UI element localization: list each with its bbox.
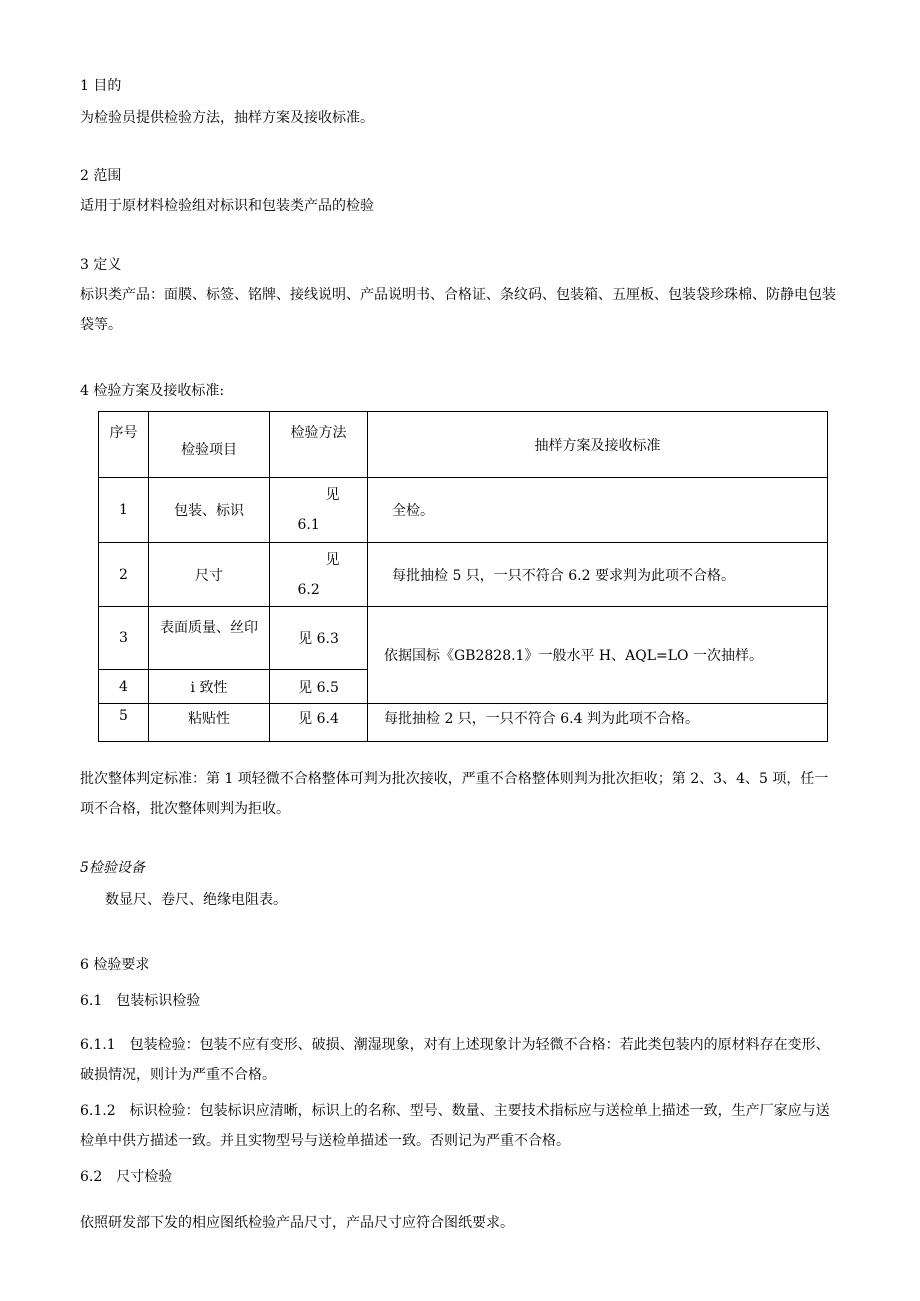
row-item: 包装、标识 <box>149 478 270 543</box>
section-5-heading: 5检验设备 <box>80 860 145 876</box>
row-standard-merged: 依据国标《GB2828.1》一般水平 H、AQL=LO 一次抽样。 <box>368 607 828 704</box>
row-method: 见 6.4 <box>270 704 368 742</box>
section-2-heading: 2 范围 <box>80 168 122 184</box>
section-6-1-1-text: 6.1.1 包装检验：包装不应有变形、破损、潮湿现象，对有上述现象计为轻微不合格：若此类包装内的原材料存在变形、破损情况，则计为严重不合格。 <box>80 1037 830 1083</box>
section-6-1-2-text: 6.1.2 标识检验：包装标识应清晰，标识上的名称、型号、数量、主要技术指标应与送检单上描述一致，生产厂家应与送检单中供方描述一致。并且实物型号与送检单描述一致。否则记为严重不合格。 <box>80 1103 830 1149</box>
table-header-row <box>99 412 828 478</box>
row-no: 3 <box>99 607 149 670</box>
header-item: 检验项目 <box>149 412 270 478</box>
row-method-line2: 6.2 <box>297 581 320 598</box>
row-item: 表面质量、丝印 <box>149 607 270 670</box>
row-no: 1 <box>99 478 149 543</box>
row-method: 见 6.5 <box>270 670 368 704</box>
row-standard: 每批抽检 5 只，一只不符合 6.2 要求判为此项不合格。 <box>368 543 828 607</box>
row-no: 2 <box>99 543 149 607</box>
section-6-2-text: 依照研发部下发的相应图纸检验产品尺寸，产品尺寸应符合图纸要求。 <box>80 1215 514 1231</box>
header-method: 检验方法 <box>270 412 368 478</box>
section-1-text: 为检验员提供检验方法，抽样方案及接收标准。 <box>80 110 374 126</box>
row-no: 4 <box>99 670 149 704</box>
row-item: 尺寸 <box>149 543 270 607</box>
row-method <box>270 543 368 607</box>
section-6-heading: 6 检验要求 <box>80 957 150 973</box>
section-4-heading: 4 检验方案及接收标准: <box>80 383 225 399</box>
row-standard: 全检。 <box>368 478 828 543</box>
section-3-heading: 3 定义 <box>80 257 122 273</box>
row-method-line1: 见 <box>325 551 340 568</box>
table-row <box>99 543 828 607</box>
row-method-line1: 见 <box>325 487 340 503</box>
row-method: 见 6.3 <box>270 607 368 670</box>
table-row <box>99 478 828 543</box>
section-6-2-heading: 6.2 尺寸检验 <box>80 1169 173 1185</box>
row-standard: 每批抽检 2 只，一只不符合 6.4 判为此项不合格。 <box>368 704 828 742</box>
row-item: 粘贴性 <box>149 704 270 742</box>
table-row <box>99 704 828 742</box>
section-5-text: 数显尺、卷尺、绝缘电阻表。 <box>105 892 287 908</box>
table-row <box>99 607 828 670</box>
row-item: i 致性 <box>149 670 270 704</box>
header-no: 序号 <box>99 412 149 478</box>
row-method <box>270 478 368 543</box>
header-standard: 抽样方案及接收标准 <box>368 412 828 478</box>
section-6-1-heading: 6.1 包装标识检验 <box>80 993 201 1009</box>
inspection-table <box>98 411 828 742</box>
section-3-text: 标识类产品：面膜、标签、铭牌、接线说明、产品说明书、合格证、条纹码、包装箱、五厘板、包装袋珍珠棉、防静电包装袋等。 <box>80 287 836 333</box>
section-2-text: 适用于原材料检验组对标识和包装类产品的检验 <box>80 198 374 214</box>
row-method-line2: 6.1 <box>297 517 320 533</box>
section-1-heading: 1 目的 <box>80 78 122 94</box>
row-no: 5 <box>99 704 149 742</box>
judgement-text: 批次整体判定标准：第 1 项轻微不合格整体可判为批次接收，严重不合格整体则判为批次拒收；第 2、3、4、5 项，任一项不合格，批次整体则判为拒收。 <box>80 771 829 817</box>
